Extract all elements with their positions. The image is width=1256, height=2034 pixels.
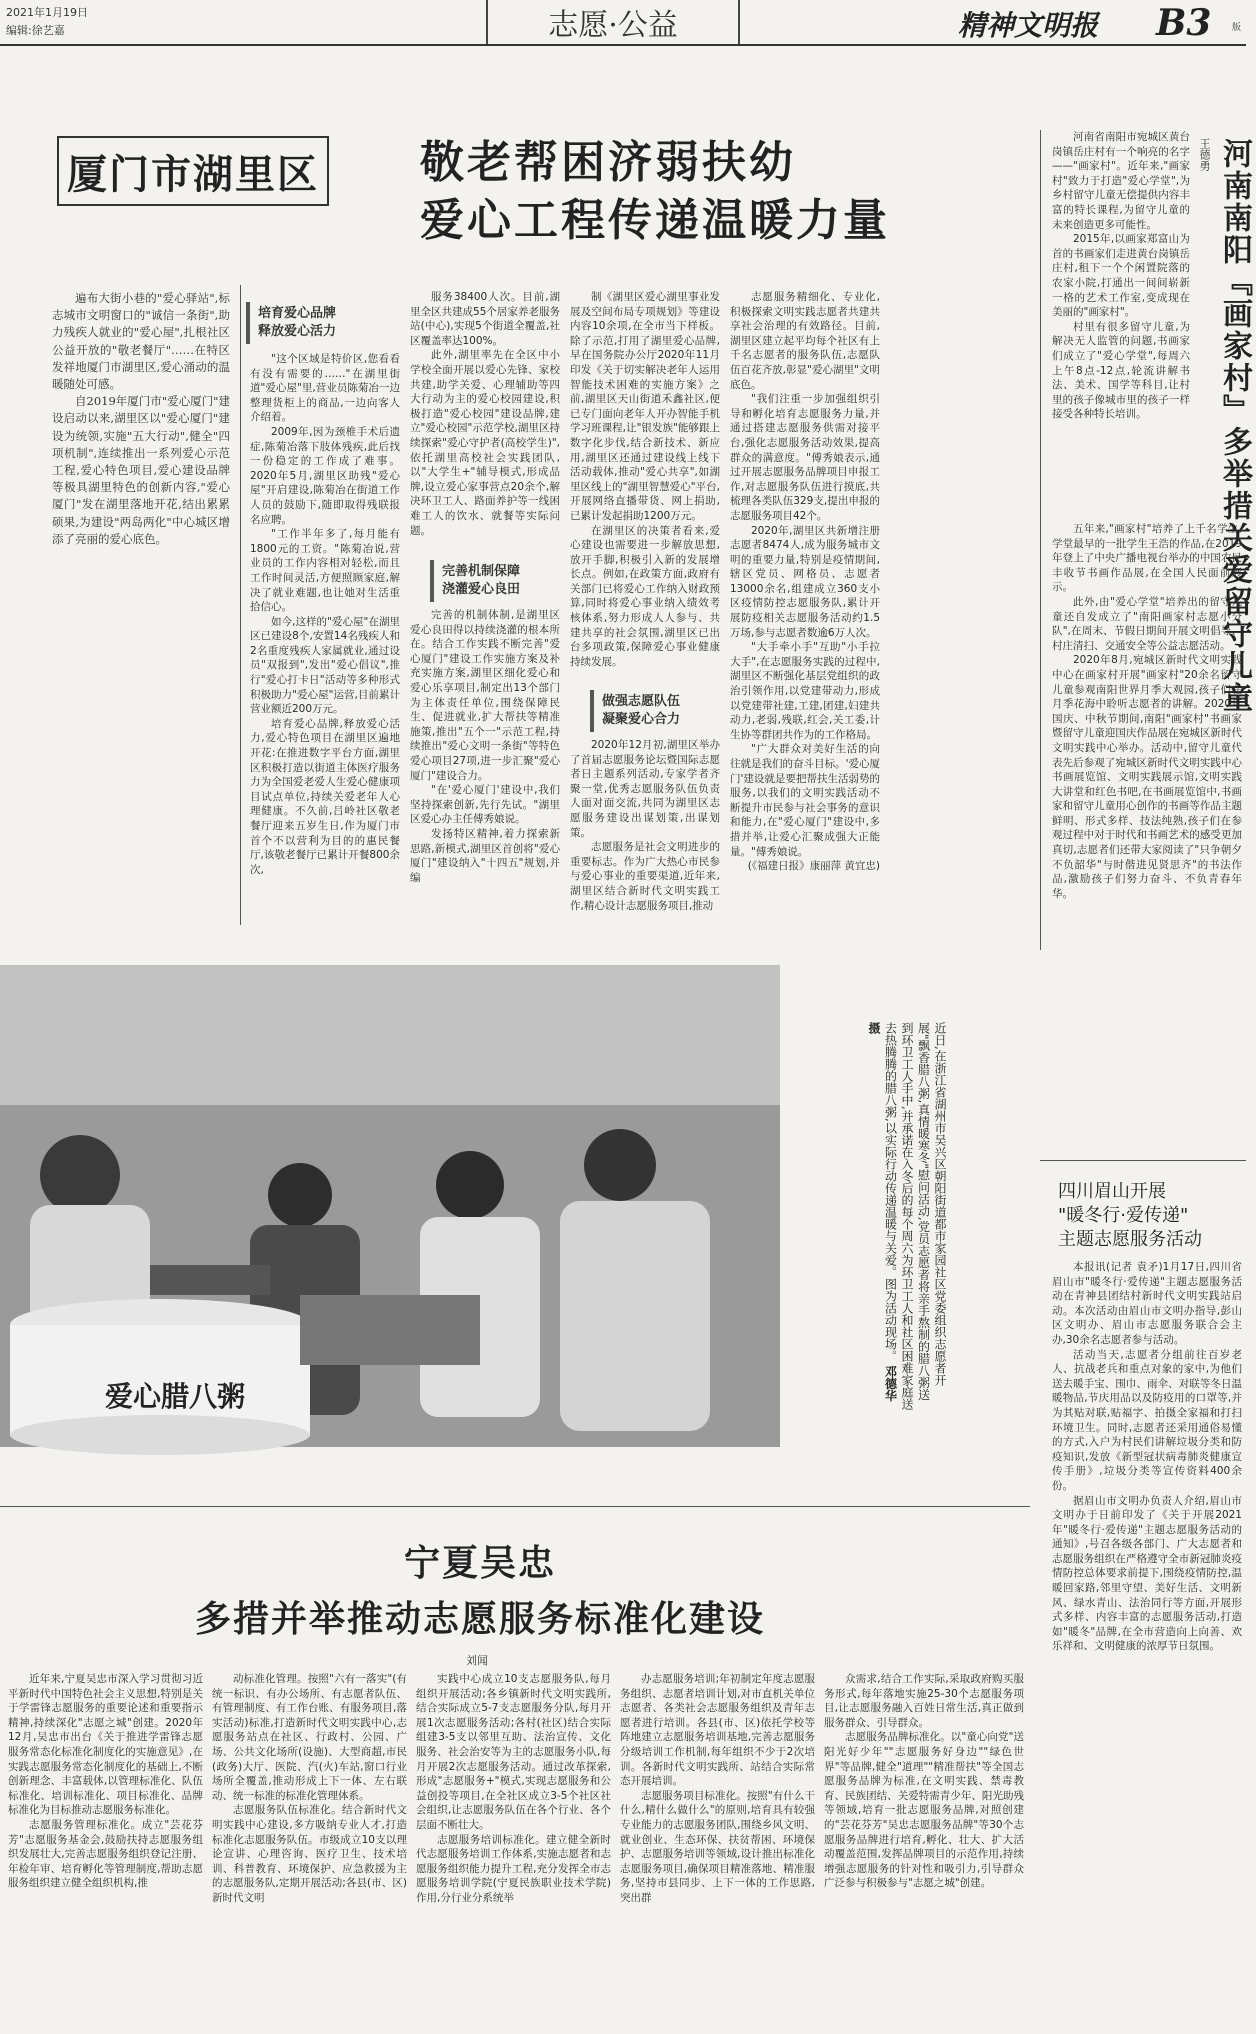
paragraph: 此外,由"爱心学堂"培养出的留守儿童还自发成立了"南阳画家村志愿小分队",在周末、节假日期间开展文明倡导、村庄清扫、交通安全等公益志愿活动。 [1052,595,1242,652]
paragraph: 2009年,因为颈椎手术后遗症,陈菊冶落下肢体残疾,此后找一份稳定的工作成了难事。2020年5月,湖里区助残"爱心屋"开启建设,陈菊冶在街道工作人员的鼓励下,随即取得残联报名应聘。 [250,425,400,526]
article-column [410,608,560,936]
paragraph: 志愿服务精细化、专业化,积极探索文明实践志愿者共建共享社会治理的有效路径。目前,湖里区建立起平均每个社区有上千名志愿者的服务队伍,志愿队伍百花齐放,彰显"爱心湖里"文明底色。 [730,291,880,391]
paragraph: 志愿服务品牌标准化。以"童心向党"送阳光好少年""志愿服务好身边""绿色世界"等品牌,健全"道理""精准帮扶"等全国志愿服务品牌为标准,在文明实践、禁毒教育、民族团结、关爱特需青少年、阳光助残等领域,培育一批志愿服务品牌,对照创建的"芸花芬芳"吴忠志愿服务品牌"等30个志愿服务品牌进行培育,孵化、壮大、扩大活动覆盖范围,发挥品牌项目的示范作用,持续增强志愿服务的针对性和吸引力,引导群众广泛参与积极参与"志愿之城"创建。 [824,1731,1024,1890]
henan-column-lower [1052,522,1242,1072]
article-column [730,290,880,936]
paragraph: 实践中心成立10支志愿服务队,每月组织开展活动;各乡镇新时代文明实践所,结合实际成立5-7支志愿服务分队,每月开展1次志愿服务活动;各村(社区)结合实际组建3-5支以邻里互助、法治宣传、文化服务、社会治安等为主的志愿服务小队,每月开展2次志愿服务活动。通过改革探索,形成"志愿服务+"模式,实现志愿服务和公益创投等项目,在全社区成立3-5个社区社会组织,让志愿服务队伍在各个行业、各个层面不断壮大。 [416,1673,611,1831]
paragraph: 完善的机制体制,是湖里区爱心良田得以持续浇灌的根本所在。结合工作实践不断完善"爱心厦门"建设工作实施方案及补充实施方案,湖里区细化爱心和爱心乐享项目,制定出13个部门为主体责任单位,围绕保障民生、促进就业,扩大帮扶等精准施策,推出"五个一"示范工程,持续推出"爱心文明一条街"等特色爱心项目27项,进一步汇聚"爱心厦门"建设合力。 [410,609,560,782]
paragraph: "我们注重一步加强组织引导和孵化培育志愿服务力量,并通过搭建志愿服务供需对接平台,强化志愿服务活动效果,提高群众的满意度。"傅秀娘表示,通过开展志愿服务品牌项目申报工作,对志愿服务队伍进行摸底,共梳理各类队伍329支,提出申报的志愿服务项目42个。 [730,393,880,522]
subheading-line: 浇灌爱心良田 [442,582,521,597]
article-column [410,290,560,558]
subheading [590,690,730,732]
photo-caption [838,1022,948,1412]
page-number-suffix: 版 [1232,23,1242,33]
paragraph: 据眉山市文明办负责人介绍,眉山市文明办于日前印发了《关于开展2021年"暖冬行·爱传递"主题志愿服务活动的通知》,号召各级各部门、广大志愿者和志愿服务组织在严格遵守全市新冠肺炎疫情防控总体要求前提下,围绕疫情防控,温暖回家路,邻里守望、美好生活、文明新风、绿水青山、法治同行等方面,开展形式多样、内容丰富的志愿服务活动,打造如"暖冬"品牌,在全市营造向上向善、欢乐祥和、文明健康的浓厚节日氛围。 [1052,1494,1242,1653]
paragraph: 志愿服务队伍标准化。结合新时代文明实践中心建设,多方吸纳专业人才,打造标准化志愿服务队伍。市级成立10支以理论宣讲、心理咨询、医疗卫生、技术培训、科普教育、环境保护、应急救援为主的志愿服务队,定期开展活动;各县(市、区)新时代文明 [212,1804,407,1904]
page-number: B3 [1156,2,1212,44]
paragraph: 村里有很多留守儿童,为解决无人监管的问题,书画家们成立了"爱心学堂",每周六上午8点-12点,轮流讲解书法、美术、国学等科目,让村里的孩子像城市里的孩子一样接受各种特长培训。 [1052,320,1190,421]
news-photo [0,965,780,1447]
paragraph: 活动当天,志愿者分组前往百岁老人、抗战老兵和重点对象的家中,为他们送去暖手宝、围巾、雨伞、对联等冬日温暖物品,节庆用品以及防疫用的口罩等,并为其贴对联,贴福字、拍摄全家福和打扫环境卫生。同时,志愿者还采用通俗易懂的方式,入户为村民们讲解垃圾分类和防疫知识,发放《新型冠状病毒肺炎健康宣传手册》,垃圾分类等宣传资料400余份。 [1052,1348,1242,1492]
paragraph: 在湖里区的决策者看来,爱心建设也需要进一步解放思想,放开手脚,积极引入新的发展增长点。例如,在政策方面,政府有关部门已将爱心工作纳入财政预算,同时将爱心事业纳入绩效考核体系,努力形成人人参与、共建共享的社会氛围,湖里区已出台多项政策,保障爱心事业健康持续发展。 [570,524,720,668]
article-title-line1: 敬老帮困济弱扶幼 [420,137,796,188]
paragraph: "在'爱心厦门'建设中,我们坚持探索创新,先行先试。"湖里区爱心办主任傅秀娘说。 [410,784,560,826]
ningxia-column [824,1672,1024,2027]
column-rule [240,285,241,925]
subheading [430,560,570,602]
section-rule [1040,1160,1246,1161]
sichuan-title-line: 四川眉山开展 [1058,1181,1166,1202]
henan-author: 王德勇 [1198,138,1211,171]
article-title [420,134,890,250]
subheading-line: 释放爱心活力 [258,324,337,339]
henan-title: 河南南阳『画家村』多举措关爱留守儿童 [1217,138,1252,714]
source-credit: (《福建日报》康丽萍 黄宜忠) [747,860,880,873]
paper-name: 精神文明报 [958,9,1099,42]
article-title-line2: 爱心工程传递温暖力量 [420,195,890,246]
masthead-rule [0,44,1246,46]
ningxia-column [8,1672,203,2027]
paragraph: 志愿服务培训标准化。建立健全新时代志愿服务培训工作体系,实施志愿者和志愿服务组织能力提升工程,充分发挥全市志愿服务培训学院(宁夏民族职业技术学院)作用,分行业分系统举 [416,1833,611,1904]
pot-label: 爱心腊八粥 [105,1380,246,1413]
paragraph: 近年来,宁夏吴忠市深入学习贯彻习近平新时代中国特色社会主义思想,特别是关于学雷锋志愿服务的重要论述和重要指示精神,持续深化"志愿之城"创建。2020年12月,吴忠市出台《关于推进学雷锋志愿服务常态化标准化制度化的实施意见》,在实践志愿服务常态化制度化的基础上,不断创新理念、丰富载体,以管理标准化、队伍标准化、培训标准化、项目标准化、品牌标准化为目标推动志愿服务标准化。 [8,1673,203,1817]
sichuan-title-line: 主题志愿服务活动 [1058,1229,1202,1250]
ningxia-column [212,1672,407,2027]
paragraph: 志愿服务管理标准化。成立"芸花芬芳"志愿服务基金会,鼓励扶持志愿服务组织发展壮大,完善志愿服务组织登记注册、年检年审、培育孵化等管理制度,帮助志愿服务组织建立健全组织机构,推 [8,1818,203,1890]
paragraph: "大手牵小手"互助"小手拉大手",在志愿服务实践的过程中,湖里区不断强化基层党组织的政治引领作用,以党建带动力,形成以党建带社建,工建,团建,妇建共动力,老弱,残联,红会,关工委,计生协等群团共作为的工作格局。 [730,641,880,741]
article-column [570,738,720,936]
subheading-line: 完善机制保障 [442,564,521,579]
paragraph: 2020年12月初,湖里区举办了首届志愿服务论坛暨国际志愿者日主题系列活动,专家学者齐聚一堂,优秀志愿服务队伍负责人面对面交流,共同为湖里区志愿服务建设出谋划策,出谋划策。 [570,739,720,839]
paragraph: 本报讯(记者 袁矛)1月17日,四川省眉山市"暖冬行·爱传递"主题志愿服务活动在青神县团结村新时代文明实践站启动。本次活动由眉山市文明办指导,彭山区文明办、眉山市志愿服务联合会主办,30余名志愿者参与活动。 [1052,1261,1242,1346]
paragraph: 发扬特区精神,着力探索新思路,新模式,湖里区首创将"爱心厦门"建设纳入"十四五"规划,并编 [410,827,560,884]
section-title: 志愿·公益 [486,0,740,44]
ningxia-column [620,1672,815,2027]
ningxia-title [0,1535,960,1647]
article-column [570,290,720,682]
paragraph: "这个区域是特价区,您看看有没有需要的……"在湖里街道"爱心屋"里,营业员陈菊冶一边整理货柜上的商品,一边向客人介绍着。 [250,353,400,424]
paragraph: "工作半年多了,每月能有1800元的工资。"陈菊冶说,营业员的工作内容相对轻松,而且工作时间灵活,方便照顾家庭,解决了就业难题,也让她对生活重拾信心。 [250,528,400,614]
article-kicker: 厦门市湖里区 [57,136,329,206]
paragraph: 动标准化管理。按照"六有一落实"(有统一标识、有办公场所、有志愿者队伍、有管理制度、有工作台账、有服务项目,落实活动)标准,打造新时代文明实践中心,志愿服务站点在社区、行政村、公园、广场、公共文化场所(设施)、大型商超,市民(政务)大厅、医院、汽(火)车站,窗口行业场所全覆盖,推动形成上下一体、左右联动、统一标准的标准化管理体系。 [212,1673,407,1802]
subheading [246,302,396,344]
article-column [250,352,400,936]
sichuan-title [1058,1180,1202,1252]
subheading-line: 凝聚爱心合力 [602,712,681,727]
paragraph: 此外,湖里率先在全区中小学校全面开展以爱心先锋、家校共建,助学关爱、心理辅助等四大行动为主的爱心校园建设,积极打造"爱心校园"建设品牌,建立"爱心校园"示范学校,湖里区持续探索"爱心守护者(高校学生)",依托湖里高校社会实践团队,以"大学生+"辅导模式,形成品牌,设立爱心家事营点20余个,解决环卫工人、路面养护等一线困难工人的饮水、就餐等实际问题。 [410,349,560,537]
paragraph: 志愿服务项目标准化。按照"有什么干什么,精什么做什么"的原则,培育具有较强专业能力的志愿服务团队,围绕乡风文明、就业创业、生态环保、扶贫帮困、环境保护、志愿服务培训等领域,设计推出标准化志愿服务项目,确保项目精准落地、精准服务,坚持市县同步、上下一体的工作思路,突出群 [620,1789,815,1904]
ningxia-title-line: 宁夏吴忠 [403,1542,556,1584]
paragraph: 众需求,结合工作实际,采取政府购买服务形式,每年落地实施25-30个志愿服务项目,让志愿服务融入百姓日常生活,真正做到服务群众、引导群众。 [824,1673,1024,1729]
ningxia-title-line: 多措并举推动志愿服务标准化建设 [194,1598,765,1640]
henan-column-upper [1052,130,1190,520]
paragraph: 2020年8月,宛城区新时代文明实践中心在画家村开展"画家村"20余名留守儿童参观南阳世界月季大观园,孩子们在月季花海中聆听志愿者的讲解。2020年国庆、中秋节期间,南阳"画家村"书画家暨留守儿童迎国庆作品展在宛城区新时代文明实践中心举办。活动中,留守儿童代表先后参观了宛城区新时代文明实践中心书画展览馆、文明实践展示馆,文明实践大讲堂和红色书吧,在书画展览馆中,书画家和留守儿童用心创作的书画等作品主题鲜明、形式多样、技法纯熟,孩子们在参观过程中对于时代和书画艺术的感受更加真切,志愿者们还带大家阅读了"只争朝夕不负韶华"与时偕进见贤思齐"的书法作品,激励孩子们努力奋斗、不负青春年华。 [1052,654,1242,900]
section-rule [0,1506,1030,1507]
intro-paragraph: 遍布大街小巷的"爱心驿站",标志城市文明窗口的"诚信一条街",助力残疾人就业的"爱心屋",扎根社区公益开放的"敬老餐厅"……在特区发祥地厦门市湖里区,爱心涌动的温暖随处可感。 [52,291,230,392]
paragraph: 制《湖里区爱心湖里事业发展及空间布局专项规划》等建设内容10余项,在全市当下样板。除了示范,打用了湖里爱心品牌,早在国务院办公厅2020年11月印发《关于切实解决老年人运用智能技术困难的实施方案》之前,湖里区天山街道禾鑫社区,便已专门面向老年人开办智能手机学习班课程,让"银发族"能够跟上数字化步伐,结合新技术、新应用,湖里区还通过建设线上线下活动载体,推动"爱心共享",如湖里区线上的"湖里智慧爱心"平台,开展网络直播带货、网上捐助,已累计发起捐助1200万元。 [570,291,720,522]
subheading-line: 培育爱心品牌 [258,306,337,321]
paragraph: 河南省南阳市宛城区黄台岗镇岳庄村有一个响亮的名字——"画家村"。近年来,"画家村"致力于打造"爱心学堂",为乡村留守儿童无偿提供内容丰富的特长课程,为留守儿童的未来创造更多可能性。 [1052,131,1190,231]
issue-date: 2021年1月19日 [6,6,88,19]
paragraph: 培育爱心品牌,释放爱心活力,爱心特色项目在湖里区遍地开花:在推进数字平台方面,湖里区积极打造以街道主体医疗服务力为全国爱老爱人生爱心健康项目试点单位,持续关爱老年人心理健康。不久前,吕岭社区敬老餐厅迎来五岁生日,作为厦门市首个不以营利为目的的惠民餐厅,该敬老餐厅已累计开餐800余次, [250,717,400,876]
paragraph: 志愿服务是社会文明进步的重要标志。作为广大热心市民参与爱心事业的重要渠道,近年来,湖里区结合新时代文明实践工作,精心设计志愿服务项目,推动 [570,841,720,912]
paragraph: 服务38400人次。目前,湖里全区共建成55个居家养老服务站(中心),实现5个街道全覆盖,社区覆盖率达100%。 [410,291,560,347]
article-intro [52,290,230,548]
paragraph: 2015年,以画家郑富山为首的书画家们走进黄台岗镇岳庄村,租下一个个闲置院落的农家小院,打通出一间间崭新一格的艺术工作室,变成现在美丽的"画家村"。 [1052,233,1190,319]
sichuan-title-line: "暖冬行·爱传递" [1058,1205,1189,1226]
photo-credit: 邓德华 摄 [867,1022,898,1402]
paragraph: "广大群众对美好生活的向往就是我们的奋斗目标。'爱心厦门'建设就是要把帮扶生活弱势的服务,以我们的文明实践活动不断提升市民参与社会事务的意识和能力,在"爱心厦门"建设中,多措并举,让爱心汇聚成强大正能量。"傅秀娘说。 [730,743,880,858]
sichuan-column [1052,1260,1242,2030]
paragraph: 如今,这样的"爱心屋"在湖里区已建设8个,安置14名残疾人和2名重度残疾人家属就业,通过设员"双报到",发出"爱心倡议",推行"爱心打卡日"活动等多种形式积极助力"爱心屋"运营,目前累计营业额近200万元。 [250,615,400,716]
ningxia-column [416,1672,611,2027]
paragraph: 办志愿服务培训;年初制定年度志愿服务组织、志愿者培训计划,对市直机关单位志愿者、各类社会志愿服务组织及青年志愿者进行培训。各县(市、区)依托学校等阵地建立志愿服务培训基地,完善志愿服务分级培训工作机制,每年组织不少于2次培训。各新时代文明实践所、站结合实际常态开展培训。 [620,1673,815,1788]
ningxia-author: 刘闻 [466,1654,488,1667]
intro-paragraph: 自2019年厦门市"爱心厦门"建设启动以来,湖里区以"爱心厦门"建设为统领,实施"五大行动",健全"四项机制",连续推出一系列爱心示范工程,爱心特色项目,爱心建设品牌等极具湖里特色的创新内容,"爱心厦门"发在湖里落地开花,结出累累硕果,为建设"两岛两化"中心城区增添了亮丽的爱心底色。 [52,394,230,546]
paragraph: 2020年,湖里区共新增注册志愿者8474人,成为服务城市文明的重要力量,特别是疫情期间,辖区党员、网格员、志愿者13000余名,组建成立360支小区疫情防控志愿服务队,累计开展防疫相关志愿服务活动约1.5万场,参与志愿者数逾6万人次。 [730,524,880,639]
column-rule [1040,130,1041,950]
subheading-line: 做强志愿队伍 [602,694,681,709]
paragraph: 五年来,"画家村"培养了上千名学生,学堂最早的一批学生王浩的作品,在2019年登上了中央广播电视台举办的中国农民丰收节书画作品展,在全国人民面前展示。 [1052,523,1242,594]
editor-credit: 编辑:徐艺嘉 [6,24,65,37]
caption-text: 近日,在浙江省湖州市吴兴区朝阳街道都市家园社区党委组织志愿者开展"飘香腊八粥,真情暖寒冬"慰问活动,党员志愿者将亲手熬制的腊八粥送到环卫工人手中,并承诺在入冬后的每个周六为环卫工人和社区困难家庭送去热腾腾的腊八粥,以实际行动传递温暖与关爱。图为活动现场。 [883,1022,947,1410]
